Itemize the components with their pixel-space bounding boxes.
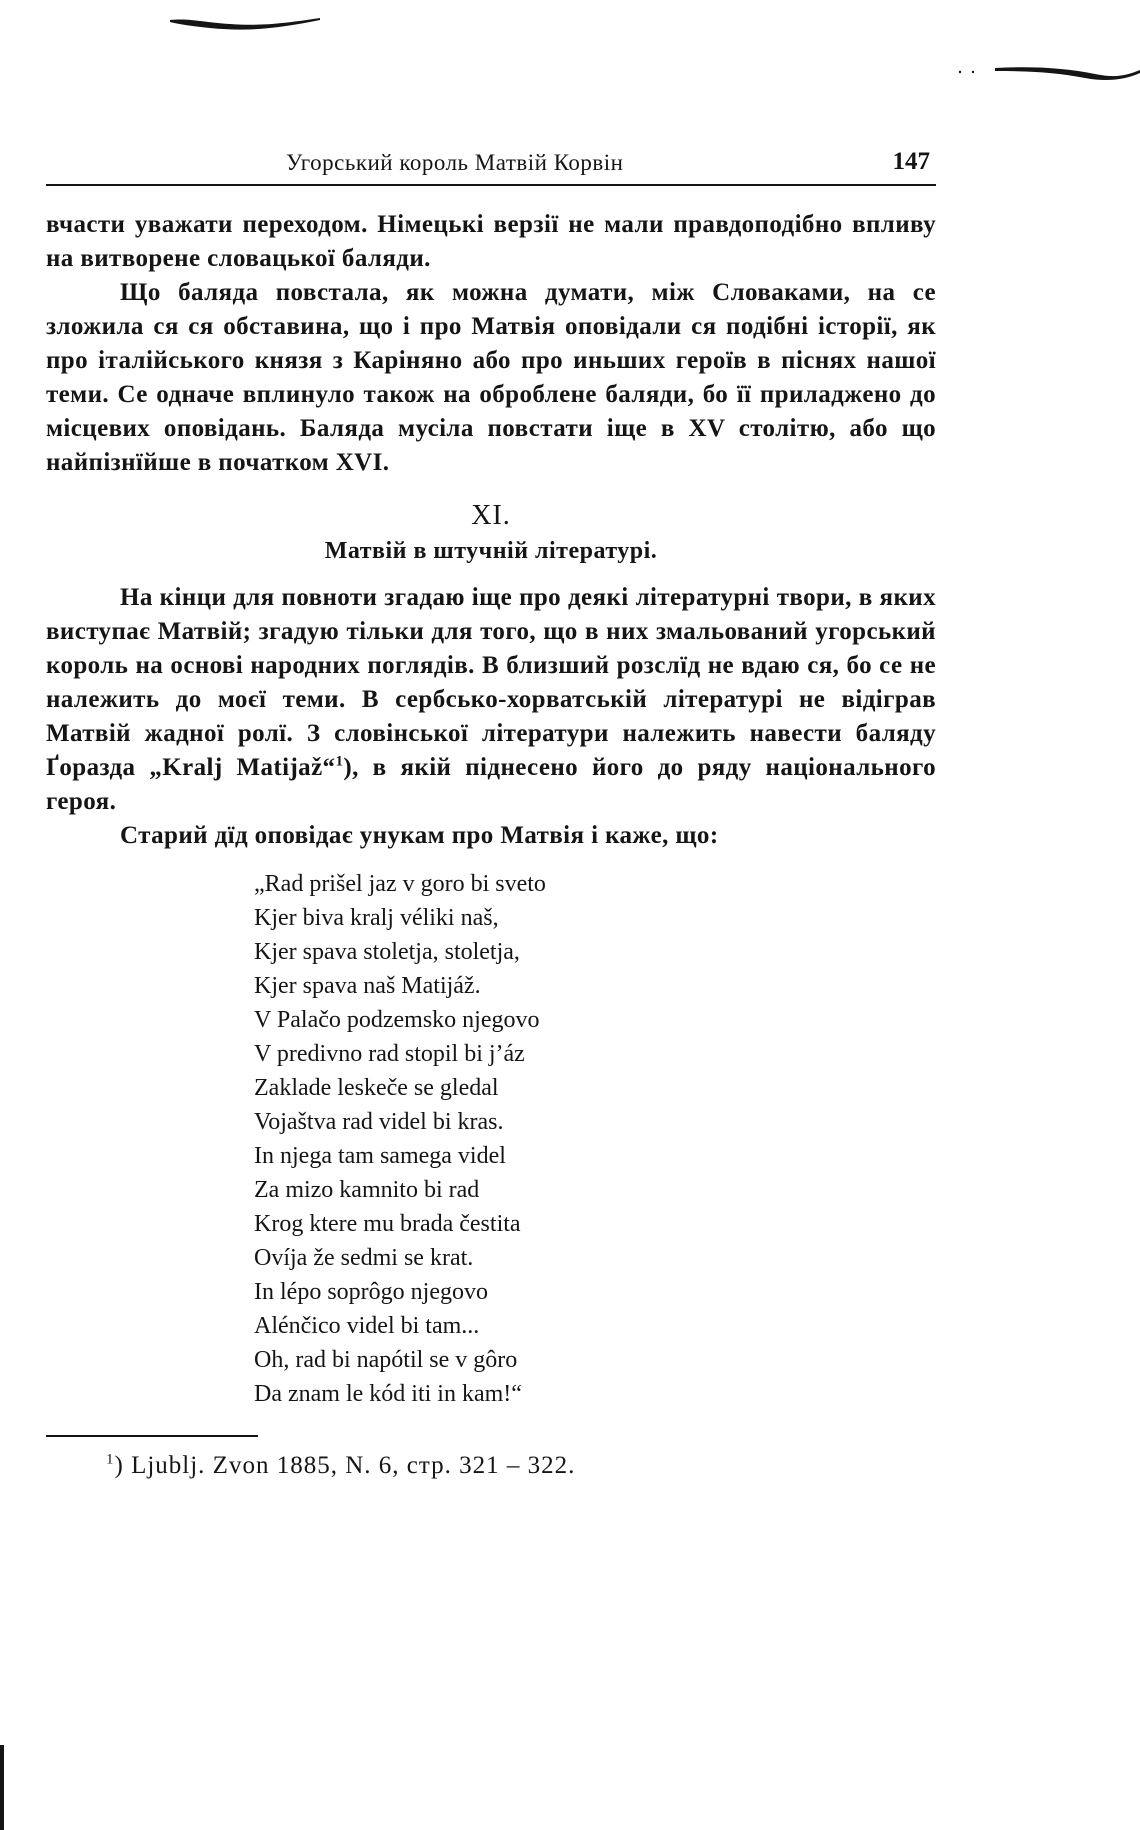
paragraph-poem-intro: Старий дїд оповідає унукам про Матвія і каже, що:: [120, 822, 719, 849]
footnote-text: ) Ljublj. Zvon 1885, N. 6, стр. 321 – 322.: [114, 1452, 576, 1479]
poem-line: Zaklade leskeče se gledal: [254, 1075, 499, 1101]
poem-line: V predivno rad stopil bi j’áz: [254, 1041, 525, 1067]
section-title: Матвій в штучній літературі.: [324, 538, 658, 564]
poem-line: Kjer spava stoletja, stoletja,: [254, 939, 520, 965]
running-head: Угорський король Матвій Корвін: [286, 150, 624, 175]
poem-line: V Palačo podzemsko njegovo: [254, 1007, 540, 1033]
poem-line: Kjer spava naš Matijáž.: [254, 973, 481, 999]
footnote: [106, 1449, 936, 1483]
poem-line: Vojaštva rad videl bi kras.: [254, 1109, 504, 1135]
footnote-divider: [46, 1435, 258, 1437]
poem-line: Kjer biva kralj véliki naš,: [254, 905, 499, 931]
poem-line: Oh, rad bi napótil se v gôro: [254, 1347, 518, 1373]
poem-line: Ovíja že sedmi se krat.: [254, 1245, 474, 1271]
paragraph-continuation: вчасти уважати переходом. Німецькі верзії не мали правдоподібно впливу на витворене словацької баляди.: [46, 211, 936, 272]
section-number: XI.: [471, 500, 511, 531]
page-body: [46, 208, 936, 1483]
scan-edge-bar: [0, 1745, 4, 1830]
scan-smudge-top: [170, 14, 320, 32]
poem-line: Za mizo kamnito bi rad: [254, 1177, 480, 1203]
poem-line: In njega tam samega videl: [254, 1143, 506, 1169]
paragraph-literary-works: [46, 581, 936, 819]
page-number: 147: [892, 148, 930, 175]
poem-line: Da znam le kód iti in kam!“: [254, 1381, 522, 1407]
paragraph-text-before-ref: На кінци для повноти згадаю іще про деякі літературні твори, в яких виступає Матвій; згадую тільки для того, що в них змальований угорський король на основі народних поглядів. В близший розслїд не вдаю ся, бо се не належить до моєї теми. В сербсько-хорватській літературі не відіграв Матвій жадної ролї. З словінської літератури належить навести баляду Ґоразда „Kralj Matijaž“: [46, 584, 936, 781]
paragraph-ballad-origin: Що баляда повстала, як можна думати, між Словаками, на се зложила ся ся обставина, що і про Матвія оповідали ся подібні історії, як про італійського князя з Каріняно або про иньших героїв в піснях нашої теми. Се одначе вплинуло також на оброблене баляди, бо її приладжено до місцевих оповідань. Баляда мусіла повстати іще в XV столітю, або що найпізнїйше в початком XVI.: [46, 279, 936, 476]
poem-block: [254, 867, 936, 1411]
scan-smudge-right: [955, 60, 1140, 90]
poem-line: In lépo soprôgo njegovo: [254, 1279, 488, 1305]
footnote-marker: 1: [106, 1451, 115, 1468]
page-header: [46, 144, 936, 186]
paragraph-text-after-ref: ), в якій піднесено його до ряду національного героя.: [46, 754, 936, 815]
footnote-reference-mark: 1: [335, 753, 344, 770]
poem-line: Alénčico videl bi tam...: [254, 1313, 480, 1339]
poem-line: „Rad prišel jaz v goro bi sveto: [254, 871, 546, 897]
poem-line: Krog ktere mu brada čestita: [254, 1211, 521, 1237]
